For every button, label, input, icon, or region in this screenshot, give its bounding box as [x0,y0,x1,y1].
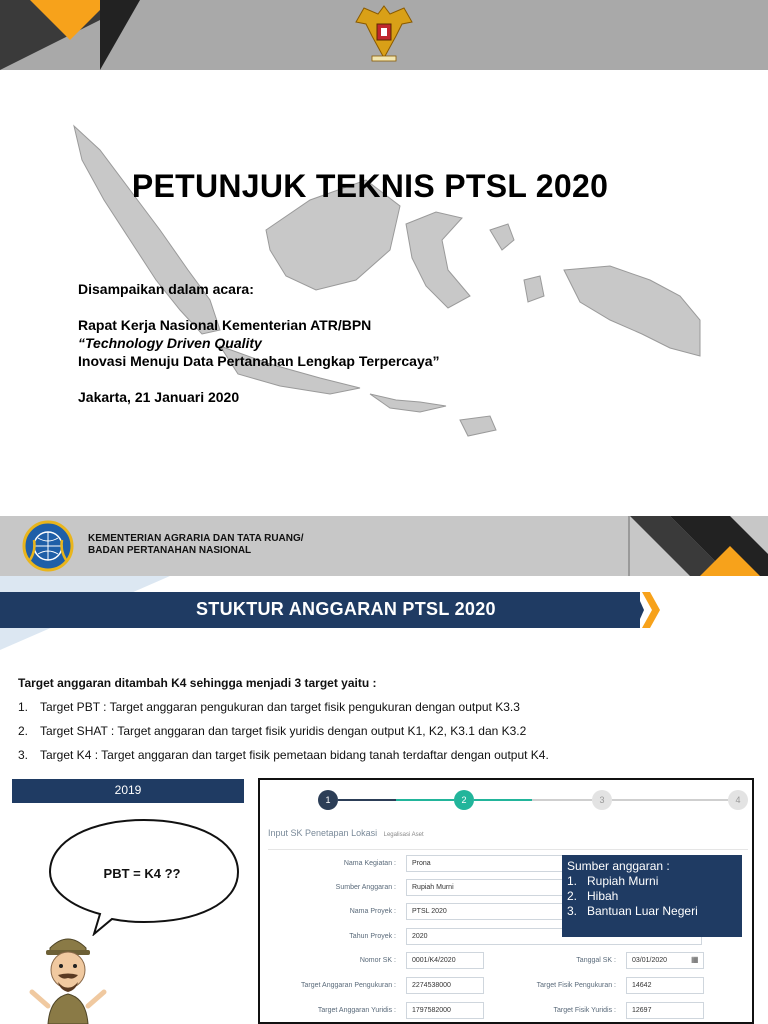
app-screenshot-panel [258,778,754,1024]
place-date: Jakarta, 21 Januari 2020 [78,389,240,405]
calendar-icon[interactable]: ▦ [691,955,699,964]
footer-bar [0,516,768,576]
nama-proyek-field[interactable]: PTSL 2020 [406,903,702,920]
target-list [18,695,549,767]
step-3[interactable]: 3 [592,790,612,810]
org-line-1: KEMENTERIAN AGRARIA DAN TATA RUANG/ [88,533,304,544]
slide-title: PETUNJUK TEKNIS PTSL 2020 [131,168,609,204]
callout-heading: Sumber anggaran : [567,859,670,873]
target-fisik-pengukuran-field[interactable]: 14642 [626,977,704,994]
nama-kegiatan-label: Nama Kegiatan : [343,860,396,867]
sumber-anggaran-label: Sumber Anggaran : [335,884,396,891]
bpn-logo-icon [22,520,74,572]
nomor-sk-field[interactable]: 0001/K4/2020 [406,952,484,969]
tanggal-sk-label: Tanggal SK : [576,957,616,964]
form-subtitle: Legalisasi Aset [383,832,424,838]
callout-list [567,874,737,919]
event-info [78,280,440,406]
target-anggaran-pengukuran-label: Target Anggaran Pengukuran : [301,982,396,989]
list-item: 1. Rupiah Murni [567,874,659,888]
nama-proyek-label: Nama Proyek : [349,908,396,915]
target-list-section [18,671,549,767]
sumber-anggaran-field[interactable]: Rupiah Murni [406,879,702,896]
target-lead: Target anggaran ditambah K4 sehingga menjadi 3 target yaitu : [18,676,377,690]
budget-source-callout [562,855,742,937]
list-item: 2. Hibah [567,889,619,903]
orange-triangle-decoration [30,0,110,40]
step-1[interactable]: 1 [318,790,338,810]
list-item: 2. Target SHAT : Target anggaran dan target fisik yuridis dengan output K1, K2, K3.1 dan K3.2 [18,724,527,738]
tanggal-sk-field[interactable]: 03/01/2020 ▦ [626,952,704,969]
list-item: 3. Target K4 : Target anggaran dan target fisik pemetaan bidang tanah terdaftar dengan output K4. [18,748,549,762]
target-anggaran-yuridis-label: Target Anggaran Yuridis : [317,1007,396,1014]
budget-structure-slide [0,576,768,1024]
list-item: 3. Bantuan Luar Negeri [567,904,698,918]
step-2[interactable]: 2 [454,790,474,810]
list-item: 1. Target PBT : Target anggaran pengukuran dan target fisik pengukuran dengan output K3.3 [18,700,520,714]
nama-kegiatan-field[interactable]: Prona [406,855,702,872]
form-title: Input SK Penetapan Lokasi [268,828,378,838]
target-fisik-yuridis-field[interactable]: 12697 [626,1002,704,1019]
form-header [268,828,748,850]
tahun-proyek-label: Tahun Proyek : [349,933,396,940]
organization-name [88,533,304,557]
step-4[interactable]: 4 [728,790,748,810]
wizard-stepper [260,780,752,818]
top-header-bar [0,0,768,70]
target-fisik-yuridis-label: Target Fisik Yuridis : [553,1007,616,1014]
event-line-3: Inovasi Menuju Data Pertanahan Lengkap Terpercaya” [78,353,440,369]
garuda-emblem-icon [350,0,418,64]
org-line-2: BADAN PERTANAHAN NASIONAL [88,545,252,556]
footer-corner-decoration [630,516,768,576]
event-line-1: Rapat Kerja Nasional Kementerian ATR/BPN [78,317,372,333]
nomor-sk-label: Nomor SK : [359,957,396,964]
target-anggaran-yuridis-field[interactable]: 1797582000 [406,1002,484,1019]
surveyor-character-illustration [28,928,108,1024]
intro-line: Disampaikan dalam acara: [78,281,254,297]
chevron-right-icon [640,592,660,628]
section-title: STUKTUR ANGGARAN PTSL 2020 [196,599,496,619]
target-anggaran-pengukuran-field[interactable]: 2274538000 [406,977,484,994]
year-label: 2019 [12,779,244,803]
black-wedge-decoration [100,0,140,70]
bubble-text: PBT = K4 ?? [103,866,181,881]
event-line-2: “Technology Driven Quality [78,335,262,351]
tahun-proyek-field[interactable]: 2020 [406,928,702,945]
target-fisik-pengukuran-label: Target Fisik Pengukuran : [536,982,616,989]
